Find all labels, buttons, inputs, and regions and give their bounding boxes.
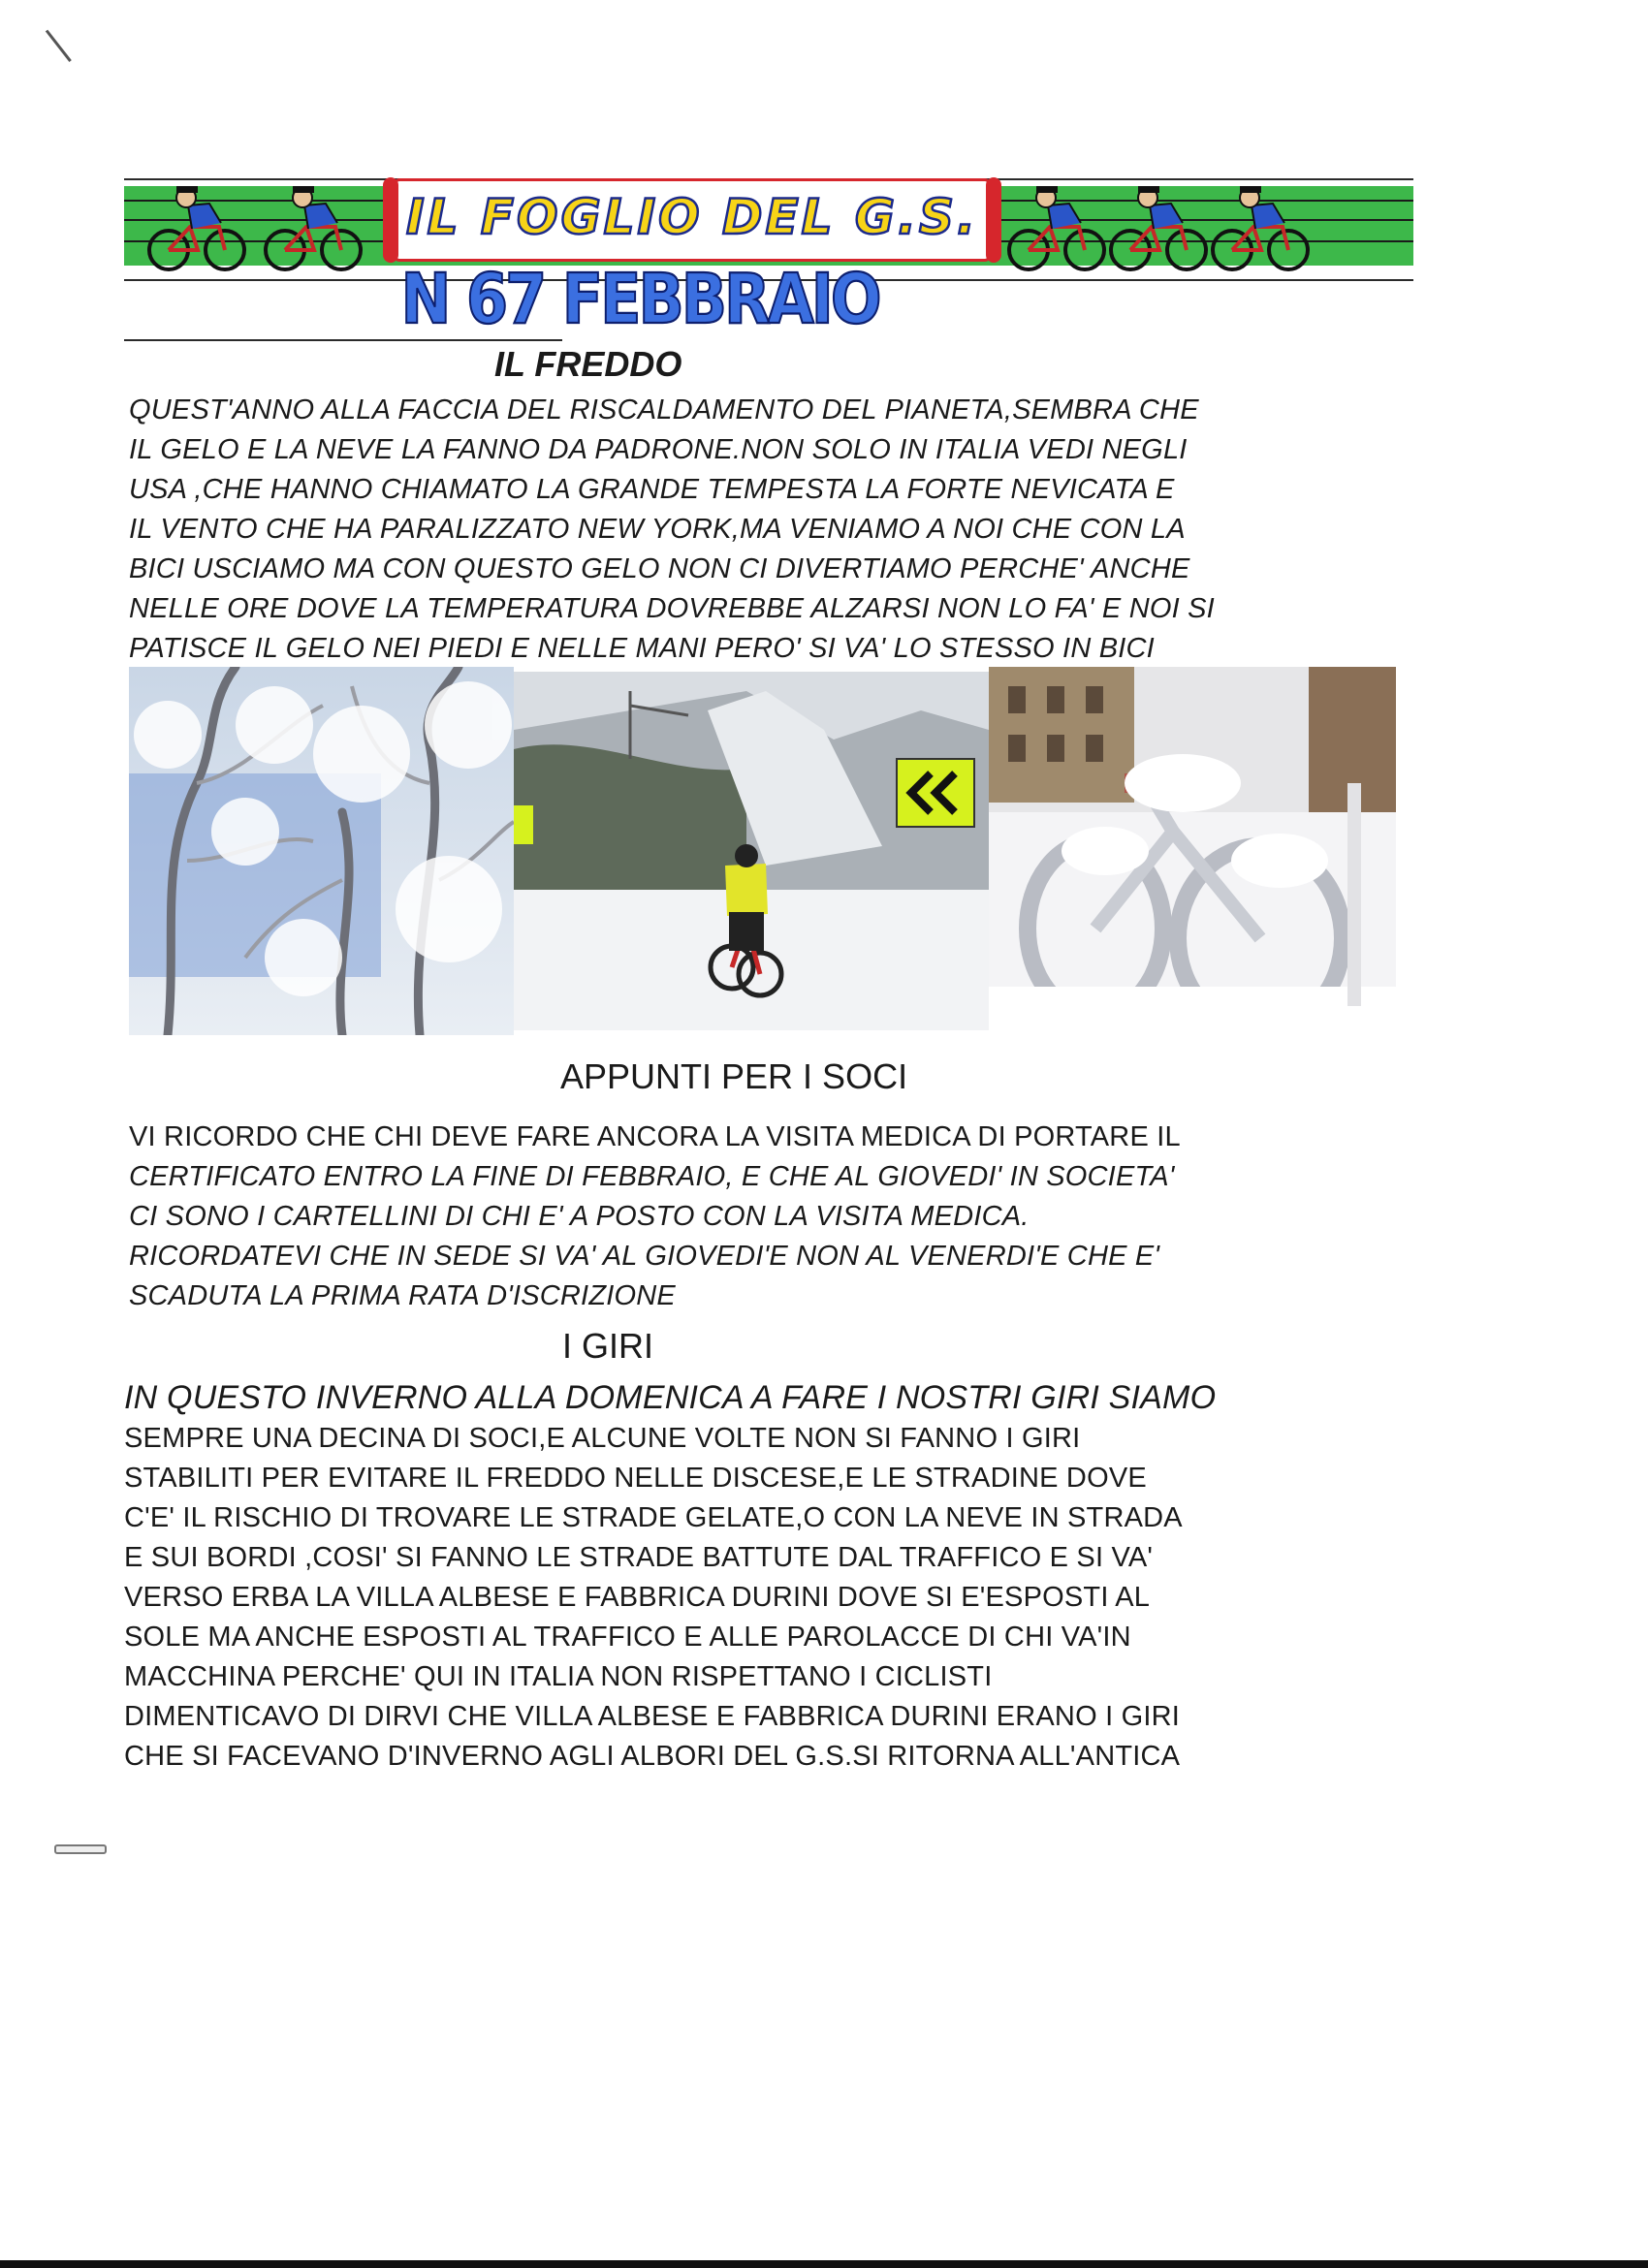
text-line: DIMENTICAVO DI DIRVI CHE VILLA ALBESE E FABBRICA DURINI ERANO I GIRI [124, 1701, 1181, 1732]
text-line: USA ,CHE HANNO CHIAMATO LA GRANDE TEMPESTA LA FORTE NEVICATA E [129, 474, 1175, 505]
text-line: SEMPRE UNA DECINA DI SOCI,E ALCUNE VOLTE NON SI FANNO I GIRI [124, 1423, 1081, 1454]
text-line: QUEST'ANNO ALLA FACCIA DEL RISCALDAMENTO DEL PIANETA,SEMBRA CHE [129, 394, 1199, 425]
cyclist-icon [1103, 180, 1210, 277]
text-line: NELLE ORE DOVE LA TEMPERATURA DOVREBBE ALZARSI NON LO FA' E NOI SI [129, 593, 1215, 624]
text-line: E SUI BORDI ,COSI' SI FANNO LE STRADE BATTUTE DAL TRAFFICO E SI VA' [124, 1542, 1154, 1573]
cyclist-icon [1205, 180, 1312, 277]
text-line: RICORDATEVI CHE IN SEDE SI VA' AL GIOVEDI'E NON AL VENERDI'E CHE E' [129, 1241, 1160, 1272]
text-line: IN QUESTO INVERNO ALLA DOMENICA A FARE I NOSTRI GIRI SIAMO [124, 1379, 1217, 1416]
text-line: SOLE MA ANCHE ESPOSTI AL TRAFFICO E ALLE PAROLACCE DI CHI VA'IN [124, 1622, 1131, 1653]
cyclist-icon [1001, 180, 1108, 277]
staple-mark [46, 30, 72, 62]
text-line: CHE SI FACEVANO D'INVERNO AGLI ALBORI DEL G.S.SI RITORNA ALL'ANTICA [124, 1741, 1181, 1772]
header-rule [124, 339, 562, 341]
text-line: BICI USCIAMO MA CON QUESTO GELO NON CI DIVERTIAMO PERCHE' ANCHE [129, 553, 1190, 584]
section-heading-appunti: APPUNTI PER I SOCI [560, 1056, 908, 1096]
text-line: VI RICORDO CHE CHI DEVE FARE ANCORA LA VISITA MEDICA DI PORTARE IL [129, 1121, 1181, 1152]
text-line: VERSO ERBA LA VILLA ALBESE E FABBRICA DURINI DOVE SI E'ESPOSTI AL [124, 1582, 1151, 1613]
staple-mark [54, 1844, 107, 1854]
section-body-giri [124, 1376, 1216, 1777]
section-heading-freddo: IL FREDDO [494, 344, 682, 384]
cyclist-snow-road-photo [514, 672, 989, 1030]
text-line: CERTIFICATO ENTRO LA FINE DI FEBBRAIO, E CHE AL GIOVEDI' IN SOCIETA' [129, 1161, 1175, 1192]
text-line: IL GELO E LA NEVE LA FANNO DA PADRONE.NON SOLO IN ITALIA VEDI NEGLI [129, 434, 1188, 465]
newsletter-title: IL FOGLIO DEL G.S. [406, 189, 978, 245]
section-body-appunti [129, 1118, 1181, 1316]
cyclist-icon [142, 180, 248, 277]
issue-number: N 67 FEBBRAIO [400, 258, 879, 340]
text-line: C'E' IL RISCHIO DI TROVARE LE STRADE GELATE,O CON LA NEVE IN STRADA [124, 1502, 1183, 1533]
snow-covered-bicycle-photo [989, 667, 1396, 1035]
frozen-trees-photo [129, 667, 514, 1035]
text-line: PATISCE IL GELO NEI PIEDI E NELLE MANI PERO' SI VA' LO STESSO IN BICI [129, 633, 1155, 664]
photo-strip [129, 667, 1396, 1035]
scan-bottom-edge [0, 2260, 1648, 2268]
text-line: IL VENTO CHE HA PARALIZZATO NEW YORK,MA VENIAMO A NOI CHE CON LA [129, 514, 1186, 545]
section-body-freddo [129, 391, 1215, 669]
text-line: CI SONO I CARTELLINI DI CHI E' A POSTO CON LA VISITA MEDICA. [129, 1201, 1030, 1232]
text-line: STABILITI PER EVITARE IL FREDDO NELLE DISCESE,E LE STRADINE DOVE [124, 1463, 1147, 1494]
banner-title-scroll [394, 178, 991, 262]
text-line: SCADUTA LA PRIMA RATA D'ISCRIZIONE [129, 1280, 676, 1311]
text-line: MACCHINA PERCHE' QUI IN ITALIA NON RISPETTANO I CICLISTI [124, 1661, 993, 1692]
section-heading-giri: I GIRI [562, 1326, 654, 1366]
